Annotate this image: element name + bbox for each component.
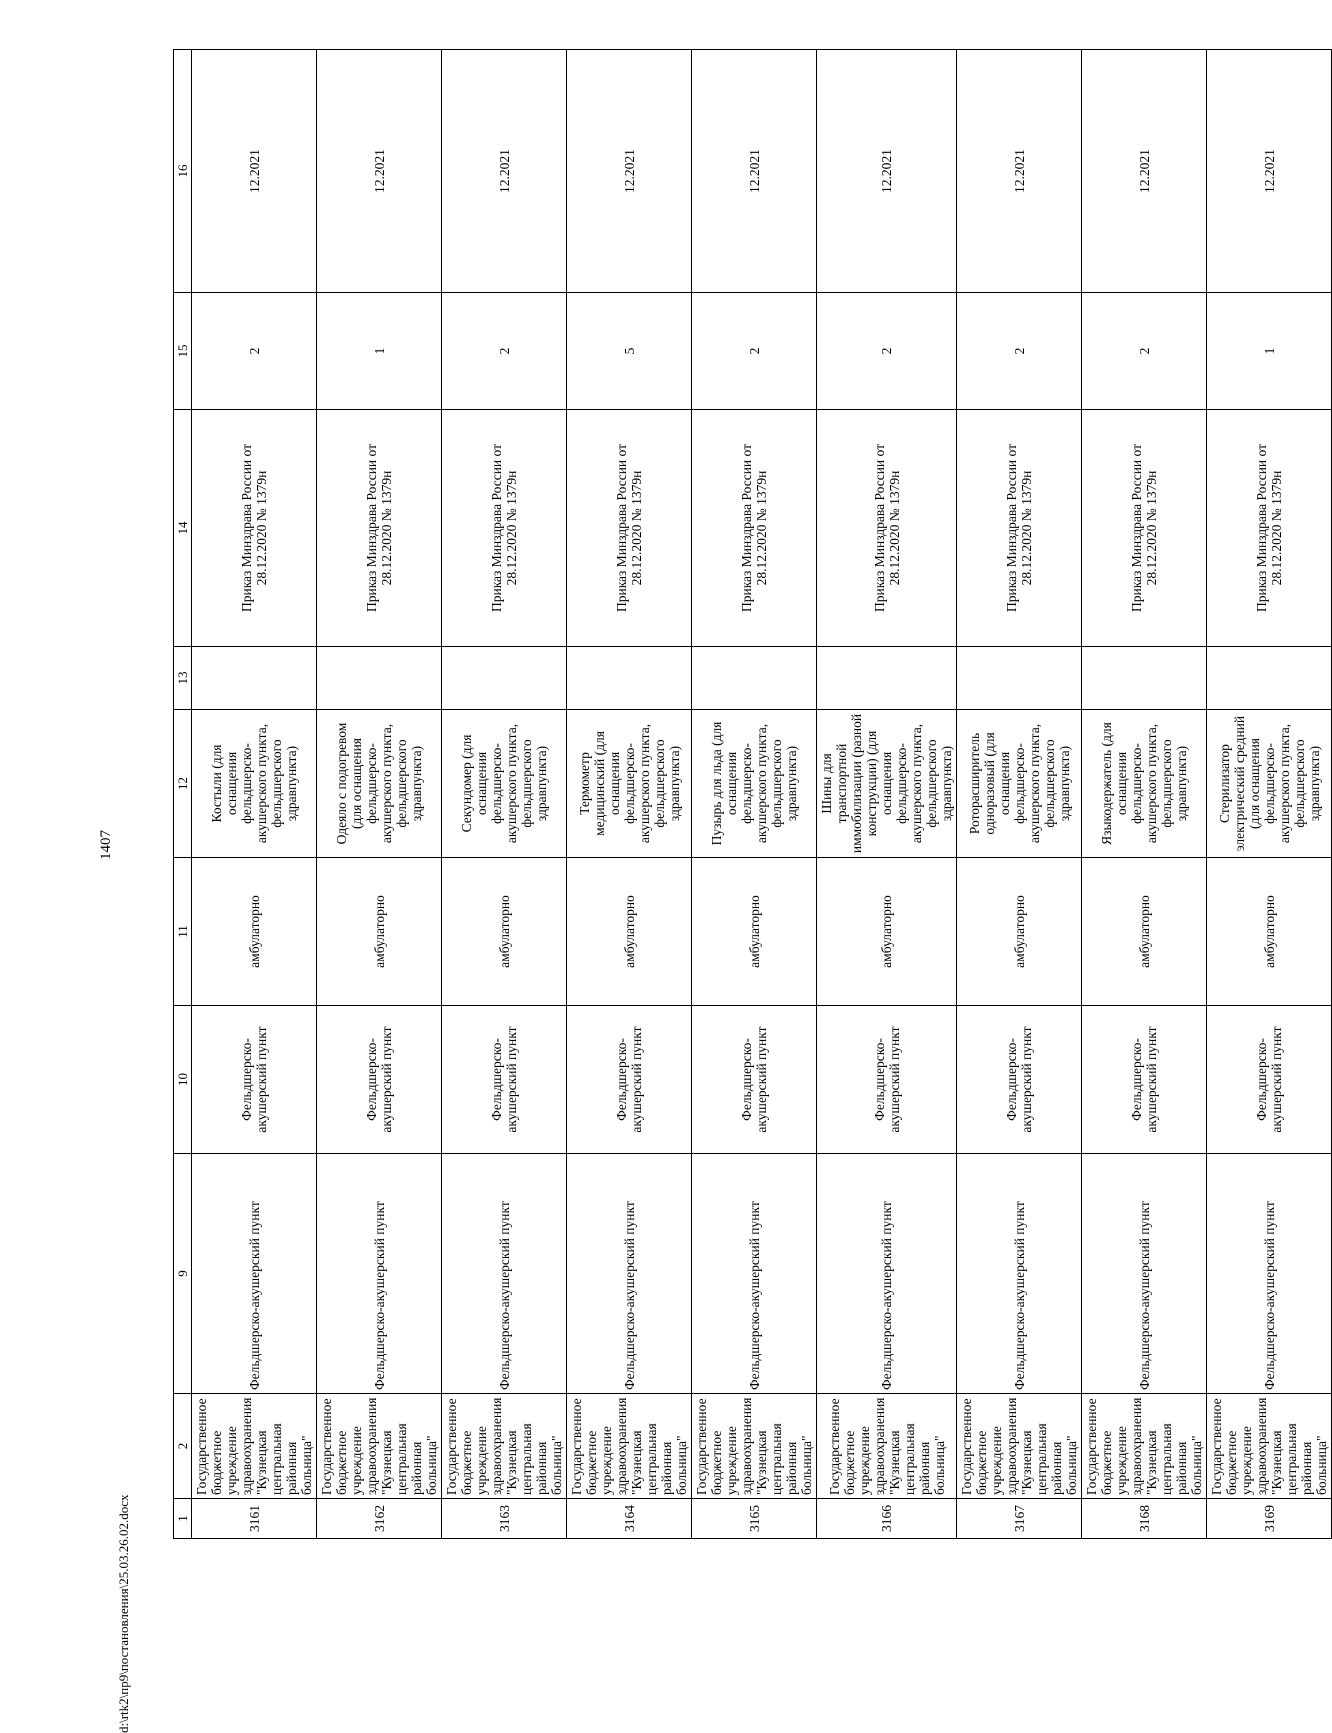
regulation-cell: Приказ Минздрава России от 28.12.2020 № 1379н <box>817 410 957 647</box>
department-cell: Фельдшерско-акушерский пункт <box>567 1006 692 1154</box>
care-type-cell: амбулаторно <box>1207 858 1332 1006</box>
empty-cell <box>817 647 957 710</box>
regulation-cell: Приказ Минздрава России от 28.12.2020 № 1379н <box>192 410 317 647</box>
unit-cell: Фельдшерско-акушерский пункт <box>957 1154 1082 1394</box>
care-type-cell: амбулаторно <box>1082 858 1207 1006</box>
file-path: d:\rtk2\пр9\постановления\25.03.26.02.docx <box>116 1494 131 1733</box>
quantity-cell: 1 <box>317 293 442 410</box>
quantity-cell: 2 <box>192 293 317 410</box>
empty-cell <box>1082 647 1207 710</box>
unit-cell: Фельдшерско-акушерский пункт <box>692 1154 817 1394</box>
page-number: 1407 <box>98 830 114 860</box>
data-table <box>173 49 1332 1539</box>
care-type-cell: амбулаторно <box>317 858 442 1006</box>
organization-cell: Государственное бюджетное учреждение здравоохранения "Кузнецкая центральная районная больница" <box>567 1394 692 1499</box>
equipment-cell: Термометр медицинский (для оснащения фельдшерско-акушерского пункта, фельдшерского здравпункта) <box>567 710 692 858</box>
row-number-cell: 3164 <box>567 1499 692 1539</box>
row-number-cell: 3165 <box>692 1499 817 1539</box>
table-row <box>317 50 442 1539</box>
header-cell: 14 <box>174 410 192 647</box>
care-type-cell: амбулаторно <box>442 858 567 1006</box>
care-type-cell: амбулаторно <box>817 858 957 1006</box>
header-cell: 13 <box>174 647 192 710</box>
row-number-cell: 3169 <box>1207 1499 1332 1539</box>
department-cell: Фельдшерско-акушерский пункт <box>317 1006 442 1154</box>
date-cell: 12.2021 <box>317 50 442 293</box>
date-cell: 12.2021 <box>1207 50 1332 293</box>
date-cell: 12.2021 <box>442 50 567 293</box>
department-cell: Фельдшерско-акушерский пункт <box>442 1006 567 1154</box>
regulation-cell: Приказ Минздрава России от 28.12.2020 № 1379н <box>567 410 692 647</box>
date-cell: 12.2021 <box>957 50 1082 293</box>
row-number-cell: 3167 <box>957 1499 1082 1539</box>
equipment-cell: Секундомер (для оснащения фельдшерско-акушерского пункта, фельдшерского здравпункта) <box>442 710 567 858</box>
header-cell: 9 <box>174 1154 192 1394</box>
department-cell: Фельдшерско-акушерский пункт <box>1082 1006 1207 1154</box>
equipment-cell: Роторасширитель одноразовый (для оснащения фельдшерско-акушерского пункта, фельдшерского здравпункта) <box>957 710 1082 858</box>
care-type-cell: амбулаторно <box>567 858 692 1006</box>
unit-cell: Фельдшерско-акушерский пункт <box>567 1154 692 1394</box>
quantity-cell: 2 <box>957 293 1082 410</box>
empty-cell <box>442 647 567 710</box>
care-type-cell: амбулаторно <box>957 858 1082 1006</box>
equipment-cell: Языкодержатель (для оснащения фельдшерско-акушерского пункта, фельдшерского здравпункта) <box>1082 710 1207 858</box>
care-type-cell: амбулаторно <box>692 858 817 1006</box>
department-cell: Фельдшерско-акушерский пункт <box>817 1006 957 1154</box>
organization-cell: Государственное бюджетное учреждение здравоохранения "Кузнецкая центральная районная больница" <box>817 1394 957 1499</box>
table-row <box>567 50 692 1539</box>
date-cell: 12.2021 <box>817 50 957 293</box>
table-row <box>442 50 567 1539</box>
equipment-cell: Одеяло с подогревом (для оснащения фельдшерско-акушерского пункта, фельдшерского здравпункта) <box>317 710 442 858</box>
data-table-container <box>173 50 1329 1539</box>
regulation-cell: Приказ Минздрава России от 28.12.2020 № 1379н <box>957 410 1082 647</box>
organization-cell: Государственное бюджетное учреждение здравоохранения "Кузнецкая центральная районная больница" <box>957 1394 1082 1499</box>
regulation-cell: Приказ Минздрава России от 28.12.2020 № 1379н <box>692 410 817 647</box>
unit-cell: Фельдшерско-акушерский пункт <box>317 1154 442 1394</box>
regulation-cell: Приказ Минздрава России от 28.12.2020 № 1379н <box>1082 410 1207 647</box>
row-number-cell: 3166 <box>817 1499 957 1539</box>
date-cell: 12.2021 <box>192 50 317 293</box>
table-row <box>957 50 1082 1539</box>
header-cell: 11 <box>174 858 192 1006</box>
regulation-cell: Приказ Минздрава России от 28.12.2020 № 1379н <box>442 410 567 647</box>
equipment-cell: Стерилизатор электрический средний (для оснащения фельдшерско-акушерского пункта, фельдшерского здравпункта) <box>1207 710 1332 858</box>
unit-cell: Фельдшерско-акушерский пункт <box>192 1154 317 1394</box>
date-cell: 12.2021 <box>567 50 692 293</box>
organization-cell: Государственное бюджетное учреждение здравоохранения "Кузнецкая центральная районная больница" <box>1082 1394 1207 1499</box>
care-type-cell: амбулаторно <box>192 858 317 1006</box>
header-cell: 1 <box>174 1499 192 1539</box>
row-number-cell: 3168 <box>1082 1499 1207 1539</box>
regulation-cell: Приказ Минздрава России от 28.12.2020 № 1379н <box>1207 410 1332 647</box>
organization-cell: Государственное бюджетное учреждение здравоохранения "Кузнецкая центральная районная больница" <box>442 1394 567 1499</box>
quantity-cell: 2 <box>1082 293 1207 410</box>
department-cell: Фельдшерско-акушерский пункт <box>692 1006 817 1154</box>
department-cell: Фельдшерско-акушерский пункт <box>1207 1006 1332 1154</box>
row-number-cell: 3162 <box>317 1499 442 1539</box>
regulation-cell: Приказ Минздрава России от 28.12.2020 № 1379н <box>317 410 442 647</box>
table-row <box>1082 50 1207 1539</box>
quantity-cell: 2 <box>817 293 957 410</box>
department-cell: Фельдшерско-акушерский пункт <box>957 1006 1082 1154</box>
quantity-cell: 1 <box>1207 293 1332 410</box>
equipment-cell: Пузырь для льда (для оснащения фельдшерско-акушерского пункта, фельдшерского здравпункта) <box>692 710 817 858</box>
header-cell: 2 <box>174 1394 192 1499</box>
table-row <box>1207 50 1332 1539</box>
equipment-cell: Шины для транспортной иммобилизации (разной конструкции) (для оснащения фельдшерско-акушерского пункта, фельдшерского здравпункта) <box>817 710 957 858</box>
equipment-cell: Костыли (для оснащения фельдшерско-акушерского пункта, фельдшерского здравпункта) <box>192 710 317 858</box>
empty-cell <box>317 647 442 710</box>
date-cell: 12.2021 <box>692 50 817 293</box>
empty-cell <box>567 647 692 710</box>
row-number-cell: 3163 <box>442 1499 567 1539</box>
header-cell: 10 <box>174 1006 192 1154</box>
organization-cell: Государственное бюджетное учреждение здравоохранения "Кузнецкая центральная районная больница" <box>692 1394 817 1499</box>
quantity-cell: 5 <box>567 293 692 410</box>
table-row <box>817 50 957 1539</box>
organization-cell: Государственное бюджетное учреждение здравоохранения "Кузнецкая центральная районная больница" <box>1207 1394 1332 1499</box>
table-header-row <box>174 50 192 1539</box>
department-cell: Фельдшерско-акушерский пункт <box>192 1006 317 1154</box>
organization-cell: Государственное бюджетное учреждение здравоохранения "Кузнецкая центральная районная больница" <box>317 1394 442 1499</box>
empty-cell <box>1207 647 1332 710</box>
header-cell: 16 <box>174 50 192 293</box>
date-cell: 12.2021 <box>1082 50 1207 293</box>
table-row <box>692 50 817 1539</box>
header-cell: 15 <box>174 293 192 410</box>
empty-cell <box>692 647 817 710</box>
table-body <box>174 50 1332 1539</box>
table-row <box>192 50 317 1539</box>
organization-cell: Государственное бюджетное учреждение здравоохранения "Кузнецкая центральная районная больница" <box>192 1394 317 1499</box>
header-cell: 12 <box>174 710 192 858</box>
unit-cell: Фельдшерско-акушерский пункт <box>1207 1154 1332 1394</box>
unit-cell: Фельдшерско-акушерский пункт <box>442 1154 567 1394</box>
empty-cell <box>192 647 317 710</box>
unit-cell: Фельдшерско-акушерский пункт <box>1082 1154 1207 1394</box>
unit-cell: Фельдшерско-акушерский пункт <box>817 1154 957 1394</box>
quantity-cell: 2 <box>692 293 817 410</box>
quantity-cell: 2 <box>442 293 567 410</box>
empty-cell <box>957 647 1082 710</box>
row-number-cell: 3161 <box>192 1499 317 1539</box>
